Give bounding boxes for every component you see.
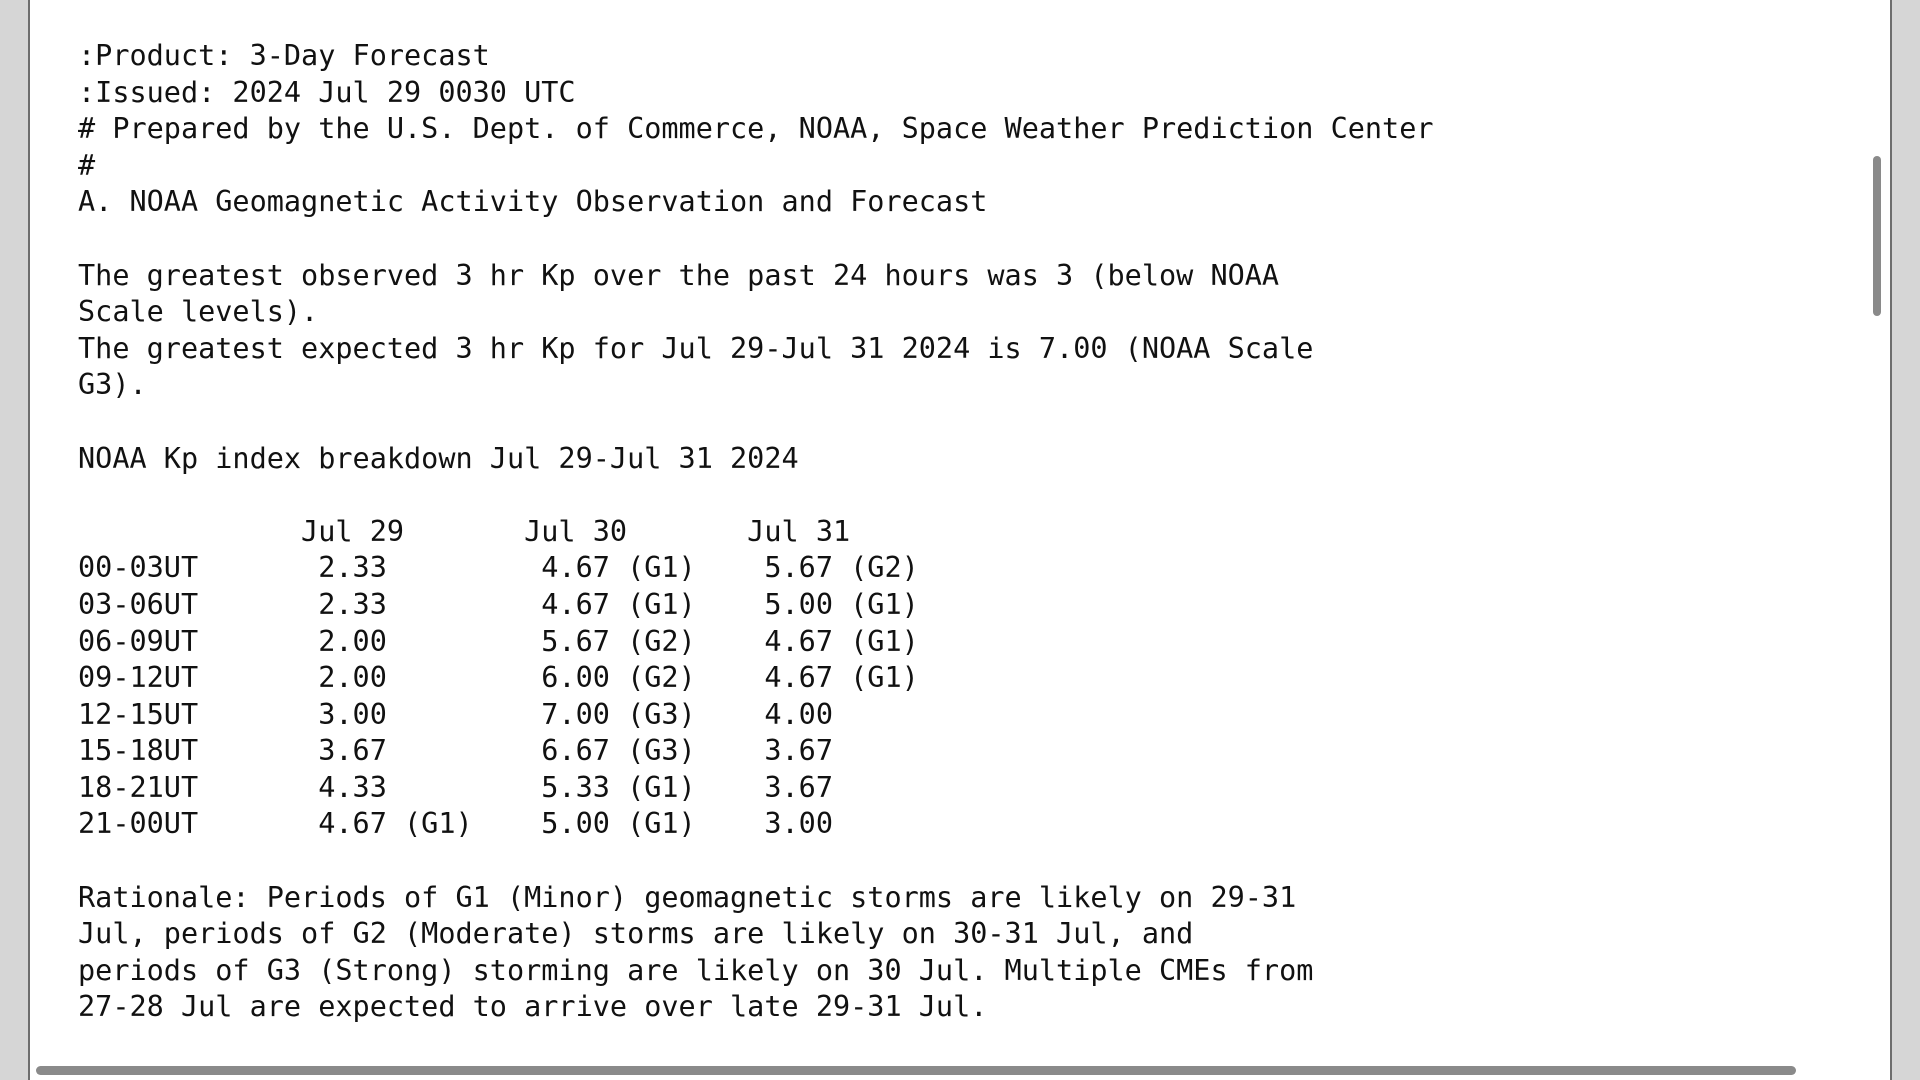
kp-breakdown-heading: NOAA Kp index breakdown Jul 29-Jul 31 2024 — [78, 441, 799, 475]
report-section-heading: A. NOAA Geomagnetic Activity Observation and Forecast — [78, 185, 988, 219]
kp-table-row: 00-03UT 2.33 4.67 (G1) 5.67 (G2) — [78, 551, 919, 585]
vertical-scrollbar-thumb[interactable] — [1873, 156, 1881, 316]
kp-table-row: 12-15UT 3.00 7.00 (G3) 4.00 — [78, 697, 833, 731]
report-observed-kp-cont: Scale levels). — [78, 295, 319, 329]
rationale-line: Rationale: Periods of G1 (Minor) geomagnetic storms are likely on 29-31 — [78, 880, 1297, 914]
kp-table-row: 06-09UT 2.00 5.67 (G2) 4.67 (G1) — [78, 624, 919, 658]
vertical-scrollbar[interactable] — [1870, 0, 1884, 1060]
kp-table-row: 21-00UT 4.67 (G1) 5.00 (G1) 3.00 — [78, 807, 833, 841]
kp-table-row: 18-21UT 4.33 5.33 (G1) 3.67 — [78, 770, 833, 804]
document-viewport — [28, 0, 1892, 1080]
report-line-product: :Product: 3-Day Forecast — [78, 39, 490, 72]
report-blank-line — [78, 404, 1434, 441]
report-blank-line — [78, 477, 1434, 514]
horizontal-scrollbar[interactable] — [36, 1064, 1876, 1076]
kp-table-row: 09-12UT 2.00 6.00 (G2) 4.67 (G1) — [78, 661, 919, 695]
rationale-line: Jul, periods of G2 (Moderate) storms are likely on 30-31 Jul, and — [78, 917, 1194, 951]
kp-table-header-row: Jul 29 Jul 30 Jul 31 — [78, 514, 851, 548]
report-expected-kp-cont: G3). — [78, 368, 147, 402]
report-line-issued: :Issued: 2024 Jul 29 0030 UTC — [78, 75, 576, 109]
report-observed-kp: The greatest observed 3 hr Kp over the past 24 hours was 3 (below NOAA — [78, 258, 1280, 292]
report-blank-line — [78, 843, 1434, 880]
report-expected-kp: The greatest expected 3 hr Kp for Jul 29-Jul 31 2024 is 7.00 (NOAA Scale — [78, 331, 1314, 365]
rationale-line: periods of G3 (Strong) storming are likely on 30 Jul. Multiple CMEs from — [78, 953, 1314, 987]
rationale-line: 27-28 Jul are expected to arrive over late 29-31 Jul. — [78, 990, 988, 1024]
report-line-comment: # — [78, 148, 96, 182]
report-line-prepared-by: # Prepared by the U.S. Dept. of Commerce, NOAA, Space Weather Prediction Center — [78, 112, 1434, 146]
kp-table-row: 15-18UT 3.67 6.67 (G3) 3.67 — [78, 734, 833, 768]
kp-table-row: 03-06UT 2.33 4.67 (G1) 5.00 (G1) — [78, 587, 919, 621]
report-blank-line — [78, 221, 1434, 258]
forecast-report-text — [78, 38, 1434, 1026]
horizontal-scrollbar-thumb[interactable] — [36, 1066, 1796, 1075]
